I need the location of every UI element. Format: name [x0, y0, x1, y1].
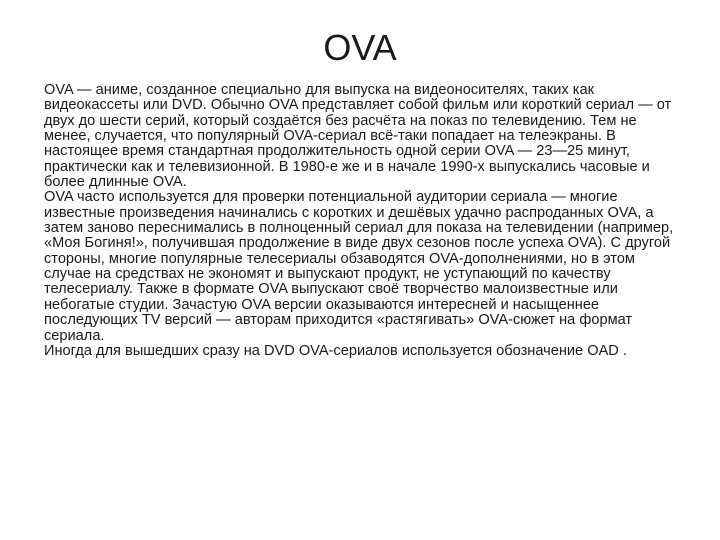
body-paragraph-2: OVA часто используется для проверки потенциальной аудитории сериала — многие известные произведения начинались с коротких и дешёвых удачно распроданных OVA, а затем заново переснимались в полноценный сериал для показа на телевидении (например, «Моя Богиня!», получившая продолжение в виде двух сезонов после успеха OVA). С другой стороны, многие популярные телесериалы обзаводятся OVA-дополнениями, но в этом случае на средствах не экономят и выпускают продукт, не уступающий по качеству телесериалу. Также в формате OVA выпускают своё творчество малоизвестные или небогатые студии. Зачастую OVA версии оказываются интересней и насыщеннее последующих TV версий — авторам приходится «растягивать» OVA-сюжет на формат сериала.: [44, 189, 674, 344]
slide-title: OVA: [323, 27, 397, 68]
body-paragraph-3: Иногда для вышедших сразу на DVD OVA-сериалов используется обозначение OAD .: [44, 342, 627, 359]
slide-body: [44, 83, 684, 359]
body-paragraph-1: OVA — аниме, созданное специально для выпуска на видеоносителях, таких как видеокассеты или DVD. Обычно OVA представляет собой фильм или короткий сериал — от двух до шести серий, который создаётся без расчёта на показ по телевидению. Тем не менее, случается, что популярный OVA-сериал всё-таки попадает на телеэкраны. В настоящее время стандартная продолжительность одной серии OVA — 23—25 минут, практически как и телевизионной. В 1980-е же и в начале 1990-х выпускались часовые и более длинные OVA.: [44, 82, 672, 191]
